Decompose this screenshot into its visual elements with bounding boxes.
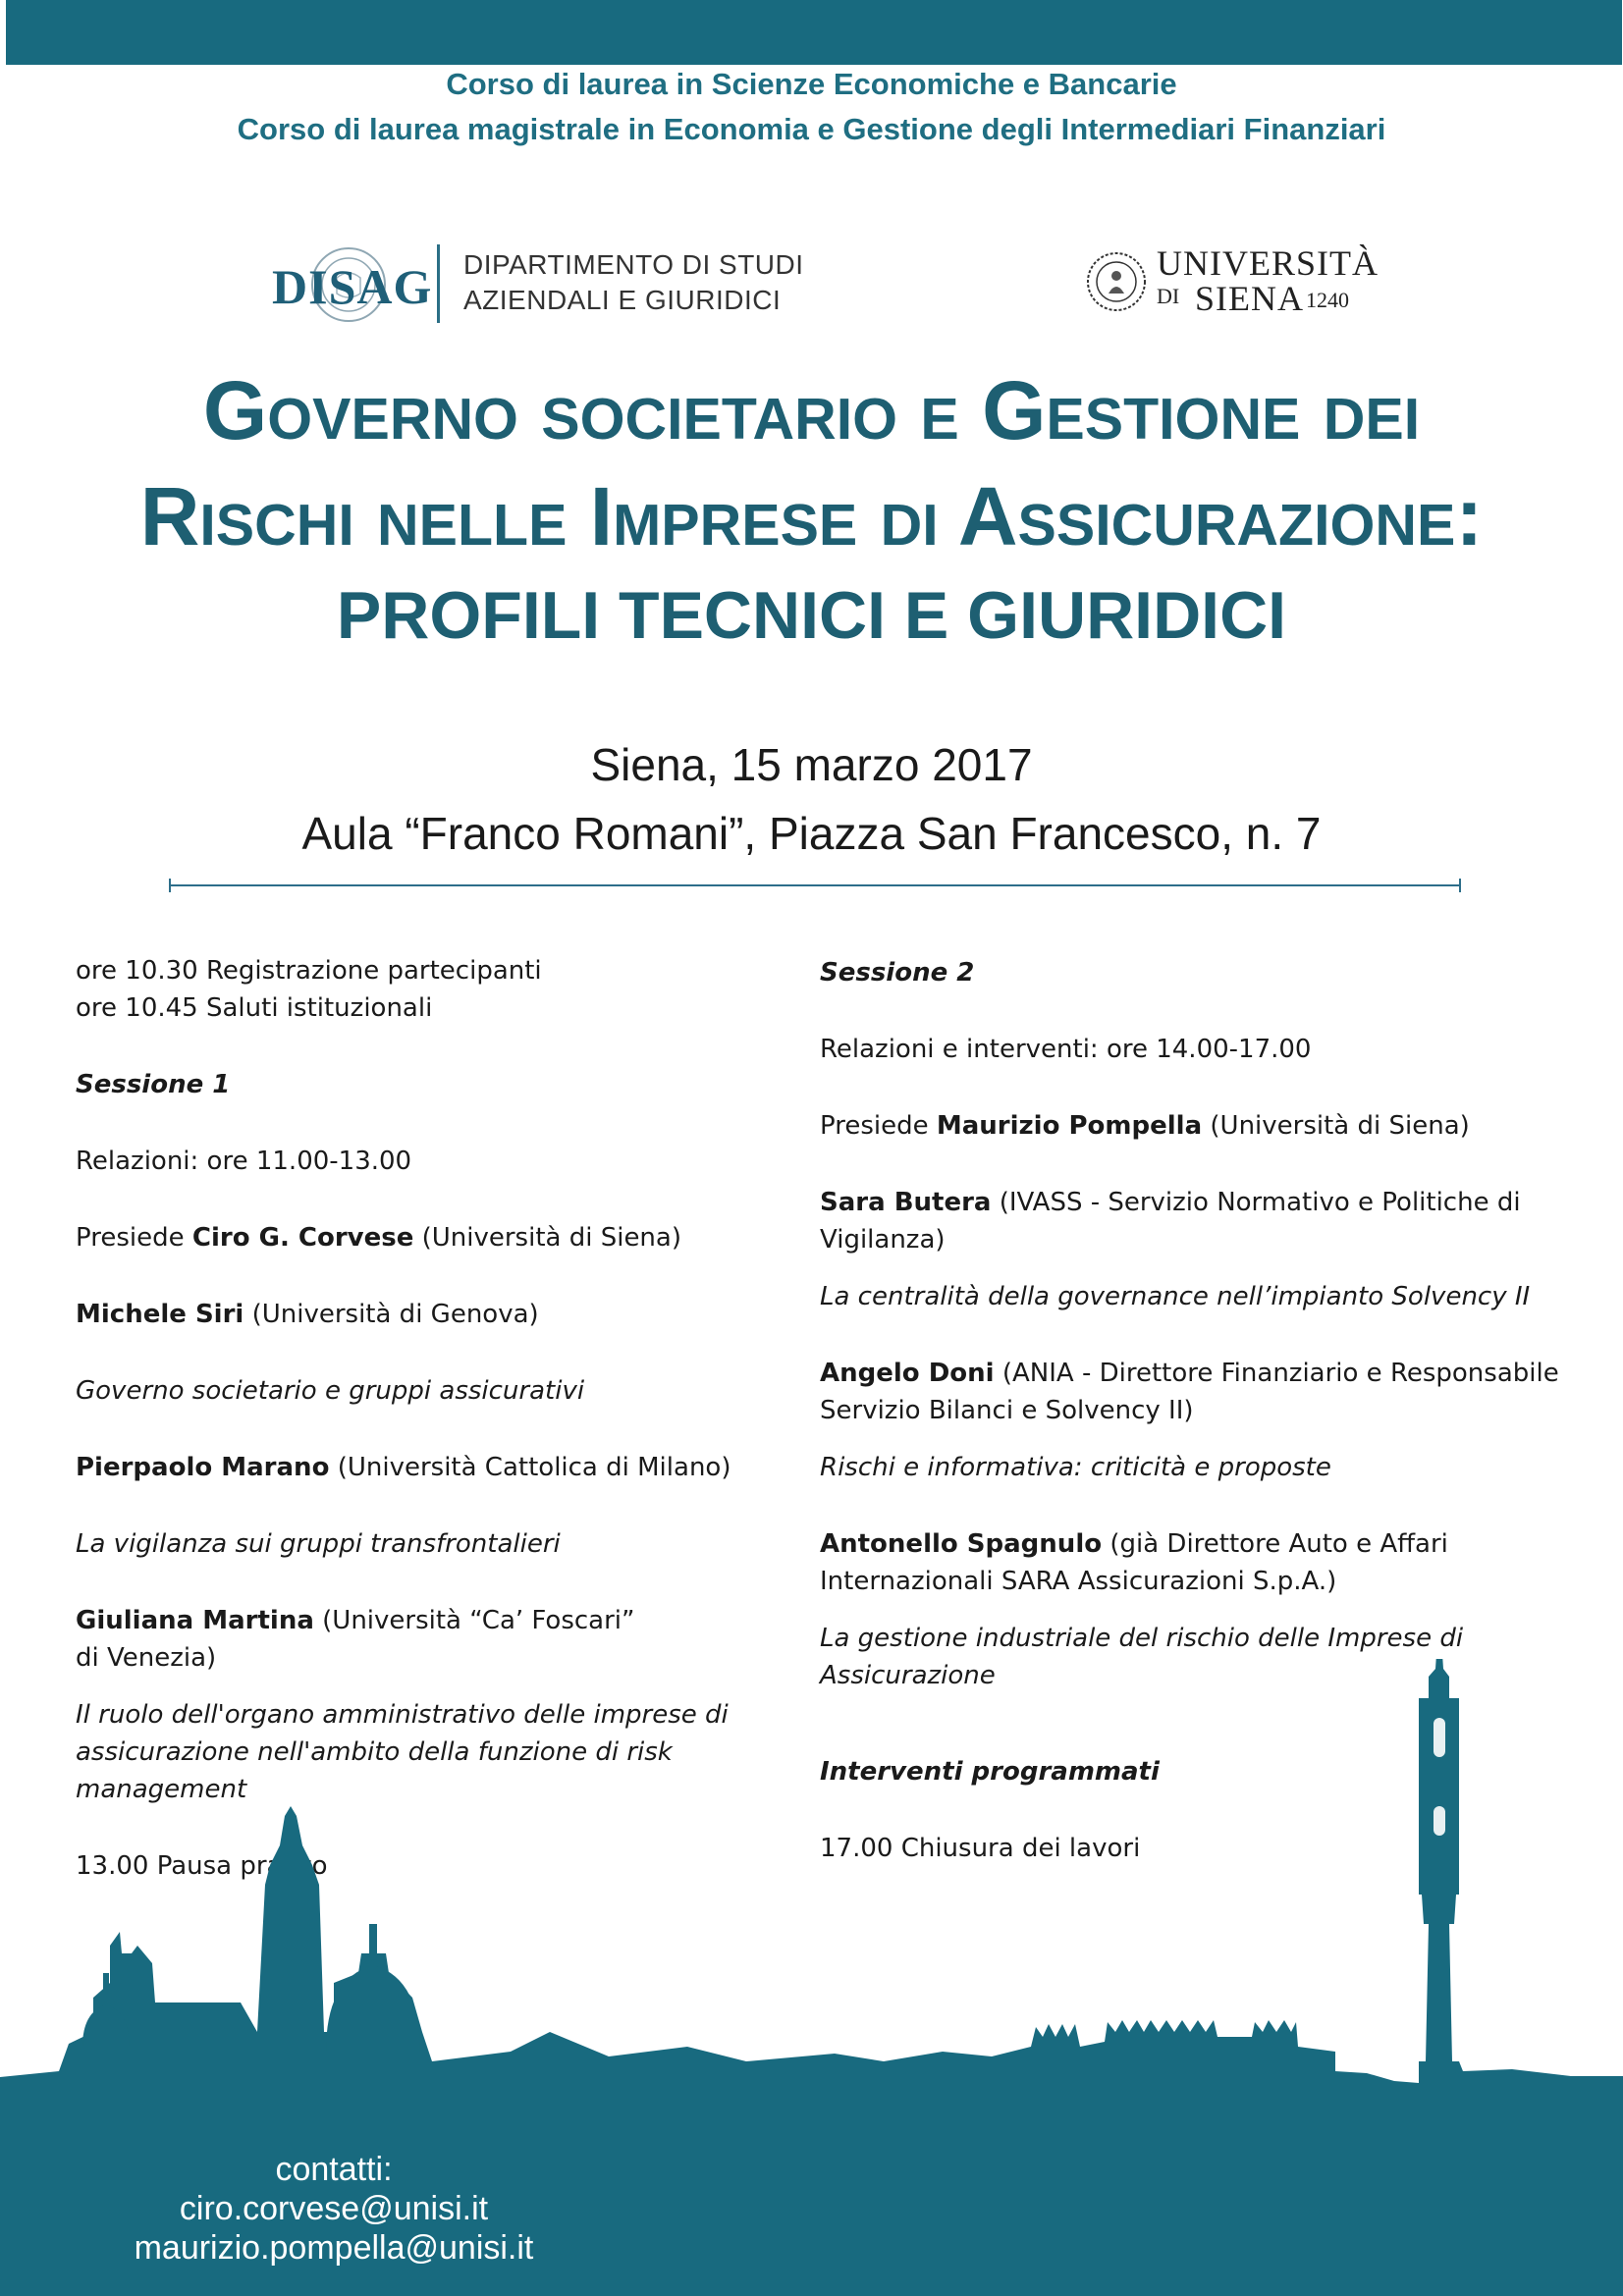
university-founding-year: 1240 xyxy=(1306,288,1349,312)
chair-affiliation: (Università di Siena) xyxy=(1202,1111,1470,1141)
contacts-label: contatti: xyxy=(275,2151,393,2188)
department-name-line-1: DIPARTIMENTO DI STUDI xyxy=(463,249,804,280)
speaker-affiliation: (Università “Ca’ Foscari” xyxy=(313,1606,635,1635)
lunch-break: 13.00 Pausa pranzo xyxy=(76,1851,328,1881)
speaker-affiliation: (Università di Genova) xyxy=(243,1300,539,1329)
speaker-name: Michele Siri xyxy=(76,1300,244,1329)
event-subtitle: PROFILI TECNICI E GIURIDICI xyxy=(336,578,1287,653)
talk-title: Governo societario e gruppi assicurativi xyxy=(76,1376,585,1406)
university-seal-icon xyxy=(1085,246,1148,317)
session-1-hours: Relazioni: ore 11.00-13.00 xyxy=(76,1147,412,1176)
disag-logo xyxy=(270,240,825,327)
talk-title: Il ruolo dell'organo amministrativo delle imprese di assicurazione nell'ambito della funzione di risk management xyxy=(76,1700,729,1804)
speaker-name: Giuliana Martina xyxy=(76,1606,314,1635)
chair-prefix: Presiede xyxy=(820,1111,937,1141)
logo-divider xyxy=(437,244,440,323)
chair-name: Maurizio Pompella xyxy=(936,1111,1203,1141)
speaker-affiliation: (ANIA - Direttore Finanziario e Responsabile Servizio Bilanci e Solvency II) xyxy=(820,1359,1559,1425)
speaker xyxy=(820,1184,1576,1258)
event-date: Siena, 15 marzo 2017 xyxy=(590,739,1033,790)
speaker-affiliation: (Università Cattolica di Milano) xyxy=(329,1453,731,1482)
disag-wordmark: DISAG xyxy=(272,259,433,314)
contact-email-corvese[interactable]: ciro.corvese@unisi.it xyxy=(179,2190,489,2227)
course-title-master: Corso di laurea magistrale in Economia e Gestione degli Intermediari Finanziari xyxy=(237,112,1386,146)
section-divider xyxy=(169,884,1461,886)
university-name-di: DI xyxy=(1157,284,1180,308)
talk-title: La gestione industriale del rischio delle Imprese di Assicurazione xyxy=(820,1624,1464,1690)
speaker-name: Pierpaolo Marano xyxy=(76,1453,330,1482)
universita-siena-logo xyxy=(1085,240,1380,327)
department-name-line-2: AZIENDALI E GIURIDICI xyxy=(463,285,782,315)
speaker-affiliation-cont: di Venezia) xyxy=(76,1643,217,1673)
speaker xyxy=(820,1525,1576,1600)
registration-item: ore 10.30 Registrazione partecipanti xyxy=(76,956,542,986)
chair-prefix: Presiede xyxy=(76,1223,192,1253)
event-venue: Aula “Franco Romani”, Piazza San Francesco, n. 7 xyxy=(301,808,1322,859)
session-1-chair xyxy=(76,1219,763,1256)
top-banner-bar xyxy=(6,0,1622,65)
talk-title: Rischi e informativa: criticità e proposte xyxy=(820,1453,1331,1482)
speaker-affiliation: (IVASS - Servizio Normativo e Politiche di Vigilanza) xyxy=(820,1188,1521,1255)
course-title-bachelor: Corso di laurea in Scienze Economiche e Bancarie xyxy=(446,67,1177,101)
talk-title: La centralità della governance nell’impianto Solvency II xyxy=(820,1282,1531,1311)
event-title-line-2: Rischi nelle Imprese di Assicurazione: xyxy=(139,470,1484,562)
session-1-heading: Sessione 1 xyxy=(76,1070,231,1099)
speaker-affiliation: (già Direttore Auto e Affari Internazionali SARA Assicurazioni S.p.A.) xyxy=(820,1529,1448,1596)
speaker xyxy=(76,1449,763,1486)
speaker-name: Sara Butera xyxy=(820,1188,992,1217)
session-2-heading: Sessione 2 xyxy=(820,958,975,988)
university-name: UNIVERSITÀ xyxy=(1157,243,1379,283)
contacts-block xyxy=(0,2150,668,2268)
greetings-item: ore 10.45 Saluti istituzionali xyxy=(76,993,433,1023)
speaker xyxy=(76,1602,763,1639)
section-divider-cap-right xyxy=(1459,879,1461,892)
session-2-chair xyxy=(820,1107,1576,1145)
university-name-siena: SIENA xyxy=(1195,279,1304,318)
chair-affiliation: (Università di Siena) xyxy=(413,1223,681,1253)
contact-email-pompella[interactable]: maurizio.pompella@unisi.it xyxy=(134,2229,534,2267)
speaker xyxy=(76,1296,763,1333)
chair-name: Ciro G. Corvese xyxy=(191,1223,414,1253)
speaker xyxy=(820,1355,1576,1429)
speaker-name: Antonello Spagnulo xyxy=(820,1529,1103,1559)
talk-title: La vigilanza sui gruppi transfrontalieri xyxy=(76,1529,561,1559)
speaker-name: Angelo Doni xyxy=(820,1359,995,1388)
event-title-line-1: Governo societario e Gestione dei xyxy=(202,364,1421,456)
session-2-hours: Relazioni e interventi: ore 14.00-17.00 xyxy=(820,1035,1312,1064)
planned-interventions-heading: Interventi programmati xyxy=(820,1757,1160,1787)
section-divider-cap-left xyxy=(169,879,171,892)
closing-item: 17.00 Chiusura dei lavori xyxy=(820,1834,1141,1863)
